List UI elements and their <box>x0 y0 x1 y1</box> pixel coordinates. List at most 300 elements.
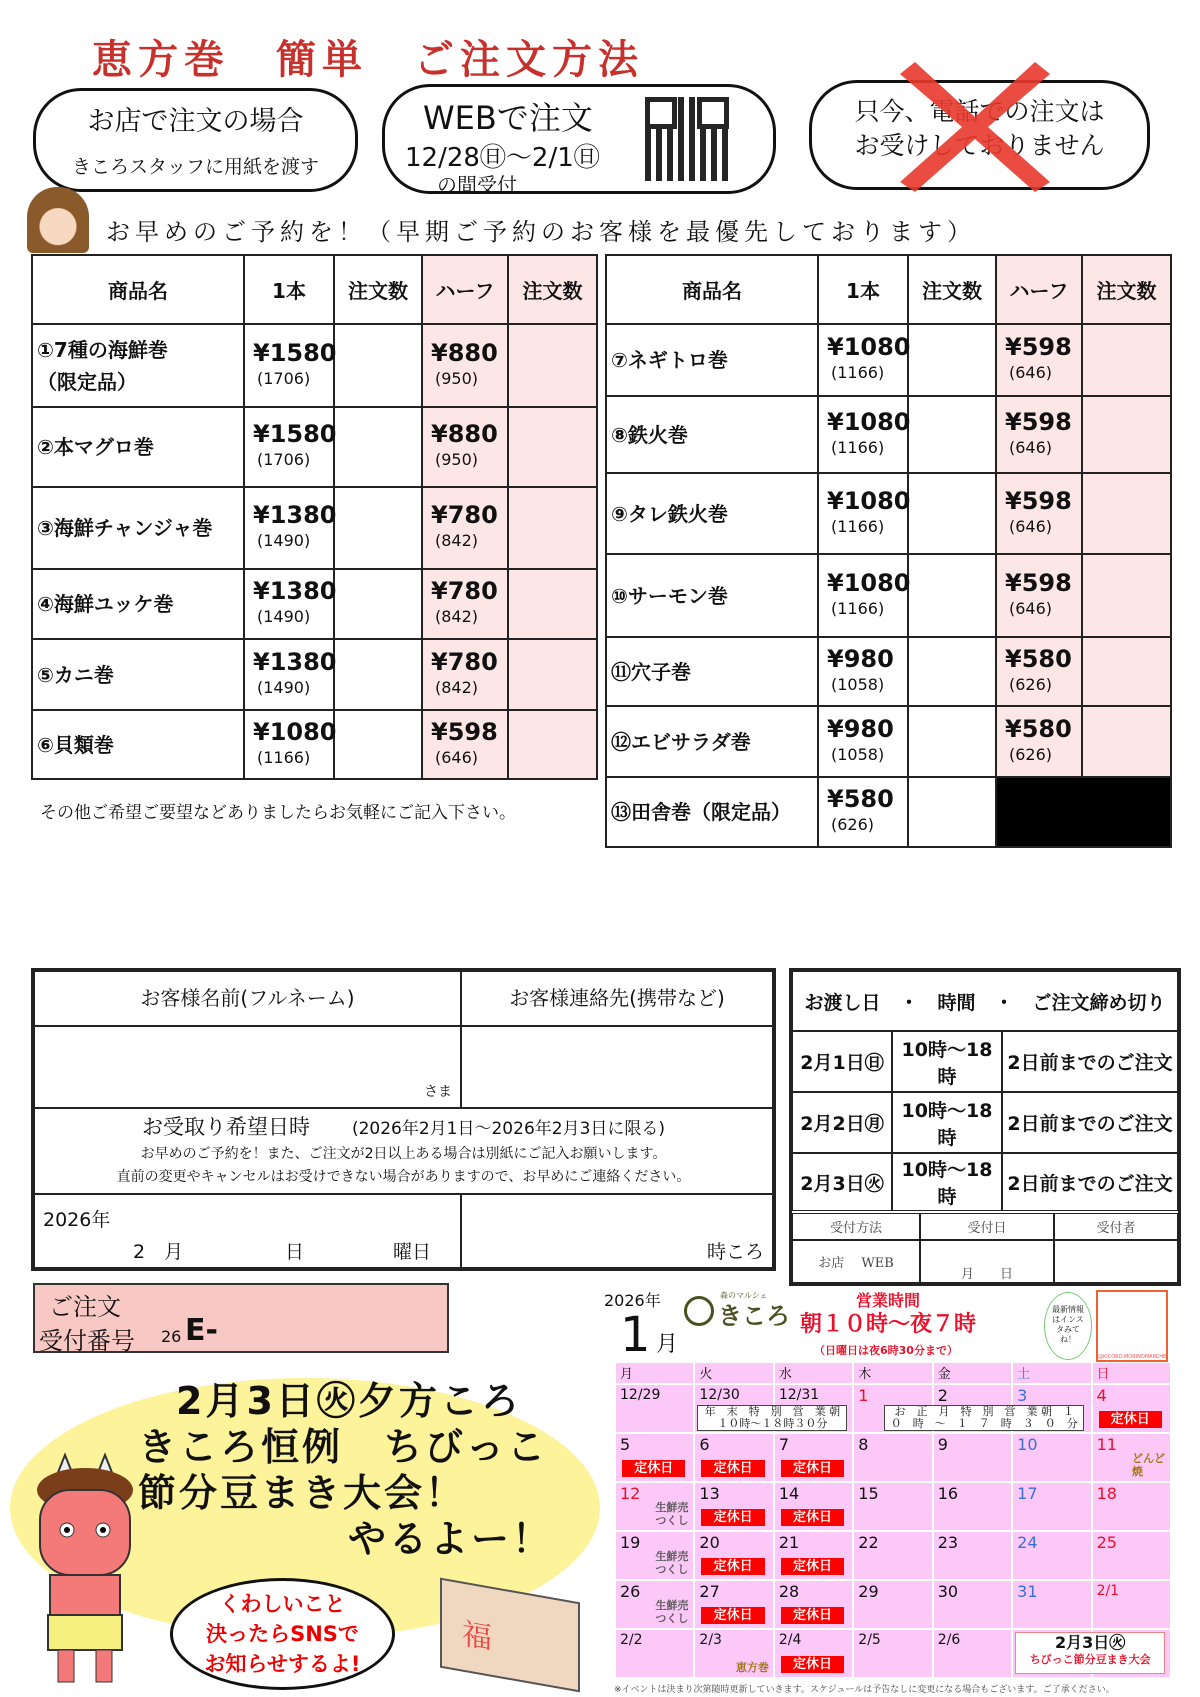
calendar-day <box>695 1434 772 1481</box>
event-announcement <box>138 1378 553 1562</box>
pickup-time-field[interactable] <box>461 1194 773 1268</box>
pickup-date-field[interactable] <box>34 1194 461 1268</box>
full-price-value: ¥1080 <box>827 568 911 597</box>
half-price-tax: (646) <box>1009 363 1053 382</box>
full-price-value: ¥1380 <box>253 501 337 529</box>
day-number: 14 <box>778 1484 800 1503</box>
day-note: どんど焼 <box>1132 1452 1165 1478</box>
full-price <box>818 777 908 847</box>
calendar-day <box>775 1434 852 1481</box>
half-price-tax: (646) <box>1009 598 1053 618</box>
product-name <box>32 324 244 407</box>
half-qty-field[interactable] <box>1082 554 1171 637</box>
order-number-prefix: 26 <box>161 1327 182 1346</box>
half-price <box>996 396 1082 473</box>
half-qty-field[interactable] <box>508 710 597 779</box>
day-number: 29 <box>858 1582 879 1601</box>
calendar-month-unit: 月 <box>656 1332 679 1357</box>
full-price <box>818 637 908 706</box>
half-qty-field[interactable] <box>1082 637 1171 706</box>
full-qty-field[interactable] <box>908 324 996 396</box>
day-number: 15 <box>858 1484 879 1503</box>
day-number: 2/6 <box>937 1632 961 1648</box>
calendar-day <box>775 1581 852 1628</box>
phone-line1: 只今、電話での注文は <box>854 97 1105 126</box>
calendar-day <box>1093 1385 1170 1432</box>
calendar-day <box>1093 1483 1170 1530</box>
calendar-day <box>1093 1532 1170 1579</box>
calendar-day <box>854 1630 931 1677</box>
half-price <box>996 473 1082 554</box>
time-label: 時ころ <box>706 1241 764 1263</box>
weekday-header: 金 <box>934 1363 1011 1383</box>
calendar-day <box>616 1532 693 1579</box>
full-price-value: ¥1380 <box>253 647 337 676</box>
calendar-day <box>934 1630 1011 1677</box>
closed-badge: 定休日 <box>701 1460 764 1477</box>
half-qty-field[interactable] <box>1082 396 1171 473</box>
half-qty-field[interactable] <box>508 639 597 710</box>
request-note: その他ご希望ご要望などありましたらお気軽にご記入下さい。 <box>40 803 516 823</box>
day-number: 12/31 <box>778 1387 820 1403</box>
full-qty-field[interactable] <box>908 777 996 847</box>
full-price-value: ¥1080 <box>253 717 337 746</box>
table-row <box>606 473 1171 554</box>
half-price-tax: (646) <box>1009 437 1053 457</box>
bean-box <box>440 1578 580 1693</box>
day-number: 28 <box>778 1582 800 1601</box>
half-price-value: ¥598 <box>1005 407 1072 436</box>
half-price <box>422 324 508 407</box>
calendar-day <box>1013 1581 1090 1628</box>
month-label: 2 月 <box>133 1241 184 1263</box>
cross-mark-icon <box>900 62 1050 192</box>
schedule-deadline: 2日前までのご注文 <box>1002 1092 1178 1153</box>
sns-speech-bubble <box>170 1578 395 1690</box>
calendar-day <box>695 1532 772 1579</box>
table-row <box>32 639 597 710</box>
header-half-qty: 注文数 <box>508 255 597 324</box>
product-name <box>32 710 244 779</box>
day-note: 生鮮売つくし <box>655 1599 689 1625</box>
half-price-value: ¥598 <box>1005 333 1072 361</box>
product-name <box>606 473 818 554</box>
full-price <box>818 706 908 777</box>
closed-badge: 定休日 <box>781 1656 844 1673</box>
day-number: 9 <box>937 1435 948 1454</box>
half-price-value: ¥780 <box>431 577 498 605</box>
calendar-footnote: ※イベントは決まり次第随時更新していきます。スケジュールは予告なしに変更になる場合もございます。ご了承ください。 <box>614 1685 1115 1695</box>
pickup-note2: 直前の変更やキャンセルはお受けできない場合がありますので、お早めにご連絡ください。 <box>116 1169 691 1185</box>
full-qty-field[interactable] <box>334 487 422 569</box>
calendar-day <box>695 1483 772 1530</box>
pickup-note1: お早めのご予約を！また、ご注文が2日以上ある場合は別紙にご記入お願いします。 <box>140 1146 667 1162</box>
day-number: 18 <box>1096 1484 1117 1503</box>
closed-badge: 定休日 <box>701 1607 764 1624</box>
closed-badge: 定休日 <box>1099 1411 1162 1428</box>
full-price-tax: (1706) <box>257 450 311 469</box>
product-name <box>32 407 244 487</box>
order-number-code: E- <box>185 1313 218 1348</box>
half-price-value: ¥780 <box>431 647 498 676</box>
full-qty-field[interactable] <box>908 396 996 473</box>
day-note: 恵方巻 <box>735 1661 769 1674</box>
page-title: 恵方巻 簡単 ご注文方法 <box>92 37 644 83</box>
schedule-time: 10時～18時 <box>892 1153 1002 1211</box>
receipt-date-header: 受付日 <box>920 1213 1054 1240</box>
day-number: 7 <box>778 1435 790 1454</box>
full-qty-field[interactable] <box>908 637 996 706</box>
day-number: 11 <box>1096 1435 1117 1454</box>
product-name <box>606 637 818 706</box>
pickup-schedule <box>789 968 1181 1286</box>
header-product: 商品名 <box>606 255 818 324</box>
product-name <box>606 777 818 847</box>
event-badge-date: 2月3日㊋ <box>1055 1633 1126 1652</box>
full-price <box>244 569 337 639</box>
pickup-section <box>34 1108 773 1194</box>
day-number: 2/4 <box>778 1632 802 1648</box>
calendar-day <box>1013 1434 1090 1481</box>
full-price-tax: (1166) <box>831 598 885 618</box>
product-name-text: ⑤カニ巻 <box>37 662 114 687</box>
shop-subtitle: 森のマルシェ <box>720 1291 768 1300</box>
table-row <box>32 407 597 487</box>
menu-table-left <box>31 254 598 780</box>
product-name <box>606 554 818 637</box>
product-name-text: ⑧鉄火巻 <box>611 422 688 447</box>
bubble-line2: 決ったらSNSで <box>206 1622 359 1646</box>
full-qty-field[interactable] <box>334 407 422 487</box>
day-number: 22 <box>858 1533 879 1552</box>
day-number: 17 <box>1017 1484 1038 1503</box>
half-price <box>996 554 1082 637</box>
schedule-header: お渡し日 ・ 時間 ・ ご注文締め切り <box>792 971 1178 1031</box>
calendar-header <box>600 1290 1180 1362</box>
contact-label: お客様連絡先(携帯など) <box>461 971 773 1026</box>
half-price-value: ¥598 <box>1005 486 1072 515</box>
day-number: 3 <box>1017 1386 1028 1405</box>
half-qty-field[interactable] <box>508 407 597 487</box>
half-qty-field[interactable] <box>1082 324 1171 396</box>
order-number-box <box>33 1283 449 1353</box>
product-name-text: ⑥貝類巻 <box>37 732 114 757</box>
pickup-range: (2026年2月1日～2026年2月3日に限る) <box>351 1119 666 1139</box>
calendar-day <box>616 1630 693 1677</box>
product-name <box>606 706 818 777</box>
day-number: 1 <box>858 1386 869 1405</box>
receipt-method-header: 受付方法 <box>792 1213 920 1240</box>
web-order-box <box>382 84 776 197</box>
full-qty-field[interactable] <box>334 710 422 779</box>
full-price-tax: (626) <box>831 815 875 834</box>
product-name-text: ⑬田舎巻（限定品） <box>611 800 791 824</box>
full-price-value: ¥1580 <box>253 338 337 367</box>
receipt-date-value: 月 日 <box>920 1240 1054 1283</box>
day-number: 16 <box>937 1484 959 1503</box>
full-price <box>244 639 337 710</box>
instagram-handle: @KICORO.MORINOMARCHE <box>1098 1354 1167 1360</box>
receipt-staff-value <box>1054 1240 1178 1283</box>
schedule-date: 2月2日㊊ <box>792 1092 892 1153</box>
day-number: 2 <box>937 1386 948 1405</box>
menu-table-right <box>605 254 1172 848</box>
event-line3: 節分豆まき大会！ <box>138 1471 467 1515</box>
store-order-text: きころスタッフに用紙を渡す <box>71 156 319 178</box>
table-row <box>32 569 597 639</box>
half-price-tax: (842) <box>435 607 479 626</box>
calendar-day <box>1013 1532 1090 1579</box>
order-number-line1: ご注文 <box>49 1293 121 1321</box>
closed-badge: 定休日 <box>781 1558 844 1575</box>
calendar-day <box>934 1581 1011 1628</box>
full-qty-field[interactable] <box>334 569 422 639</box>
half-price-value: ¥880 <box>431 420 498 448</box>
product-name-text: ⑨タレ鉄火巻 <box>611 501 728 526</box>
year-end-special-hours: 年 末 特 別 営 業 朝１０時～１８時３０分 <box>697 1405 847 1431</box>
new-year-special-hours: お 正 月 特 別 営 業 朝 １ ０ 時 ～ １ ７ 時 ３ ０ 分 <box>884 1405 1084 1431</box>
half-price-tax: (626) <box>1009 674 1053 694</box>
day-number: 12/30 <box>699 1387 740 1403</box>
closed-badge: 定休日 <box>781 1607 844 1624</box>
calendar-day <box>616 1483 693 1530</box>
day-number: 2/2 <box>620 1632 643 1648</box>
schedule-time: 10時～18時 <box>892 1092 1002 1153</box>
schedule-date: 2月3日㊋ <box>792 1153 892 1211</box>
weekday-header: 日 <box>1093 1363 1170 1383</box>
day-number: 2/5 <box>858 1632 881 1648</box>
half-price-value: ¥780 <box>431 501 498 529</box>
half-price-tax: (950) <box>435 368 479 388</box>
half-qty-field[interactable] <box>508 487 597 569</box>
pickup-label: お受取り希望日時 <box>141 1115 310 1139</box>
table-row <box>606 637 1171 706</box>
header-half: ハーフ <box>422 255 508 324</box>
day-number: 6 <box>699 1435 710 1454</box>
header-full: 1本 <box>818 255 908 324</box>
calendar-day <box>695 1581 772 1628</box>
half-price-tax: (626) <box>1009 744 1053 764</box>
header-qty: 注文数 <box>908 255 996 324</box>
calendar-day <box>934 1483 1011 1530</box>
full-price <box>818 554 911 637</box>
day-number: 21 <box>778 1533 800 1552</box>
calendar-day <box>775 1532 852 1579</box>
event-line2: きころ恒例 ちびっこ <box>138 1425 549 1469</box>
early-reservation-notice: お早めのご予約を！（早期ご予約のお客様を最優先しております） <box>106 218 976 246</box>
full-price-tax: (1058) <box>831 744 885 764</box>
product-name <box>32 487 244 569</box>
full-price-value: ¥580 <box>827 785 894 813</box>
half-qty-field[interactable] <box>508 324 597 407</box>
half-price-tax: (842) <box>435 531 479 550</box>
closed-badge: 定休日 <box>622 1460 685 1477</box>
header-row <box>32 255 597 324</box>
full-price <box>818 396 911 473</box>
weekday-header: 土 <box>1013 1363 1090 1383</box>
staff-avatar <box>27 187 89 253</box>
full-price-value: ¥1580 <box>253 420 337 448</box>
table-row <box>606 706 1171 777</box>
weekday-label: 曜日 <box>393 1241 432 1263</box>
day-number: 8 <box>858 1435 869 1454</box>
full-price-tax: (1490) <box>257 607 311 626</box>
half-price-value: ¥880 <box>431 338 498 367</box>
full-price-tax: (1166) <box>831 516 885 536</box>
product-name-text: ⑩サーモン巻 <box>611 583 728 608</box>
table-row <box>32 487 597 569</box>
day-number: 12 <box>620 1484 641 1503</box>
day-number: 26 <box>620 1582 641 1601</box>
half-price-value: ¥580 <box>1005 644 1072 673</box>
half-price <box>996 706 1082 777</box>
sunday-hours-note: （日曜日は夜6時30分まで） <box>814 1344 958 1357</box>
product-name <box>32 569 244 639</box>
product-name-text: ②本マグロ巻 <box>37 435 154 459</box>
full-qty-field[interactable] <box>908 706 996 777</box>
half-price-value: ¥598 <box>431 717 498 746</box>
half-price <box>422 569 508 639</box>
web-order-suffix: の間受付 <box>437 173 517 197</box>
name-field[interactable] <box>34 1026 461 1108</box>
full-price-tax: (1166) <box>831 437 885 457</box>
full-price <box>244 487 337 569</box>
closed-badge: 定休日 <box>781 1509 844 1526</box>
full-price-value: ¥1080 <box>827 333 911 361</box>
year-label: 2026年 <box>43 1209 111 1231</box>
day-number: 2/3 <box>699 1632 722 1648</box>
half-price-value: ¥598 <box>1005 568 1072 597</box>
receipt-staff-header: 受付者 <box>1054 1213 1178 1240</box>
unavailable-cell <box>996 777 1171 847</box>
full-price-tax: (1706) <box>257 368 311 388</box>
event-badge-title: ちびっこ節分豆まき大会 <box>1029 1653 1151 1666</box>
calendar-day <box>616 1385 693 1432</box>
instagram-bubble: 最新情報はインスタみてね！ <box>1044 1292 1092 1360</box>
business-hours: 朝１０時～夜７時 <box>800 1312 977 1337</box>
day-number: 30 <box>937 1582 959 1601</box>
web-order-dates: 12/28㊐～2/1㊐ <box>405 143 600 173</box>
calendar-day <box>1013 1630 1151 1677</box>
event-line4: やるよー！ <box>348 1517 554 1561</box>
calendar-day <box>854 1434 931 1481</box>
schedule-time: 10時～18時 <box>892 1031 1002 1092</box>
header-full: 1本 <box>244 255 334 324</box>
full-price <box>244 324 337 407</box>
schedule-deadline: 2日前までのご注文 <box>1002 1031 1178 1092</box>
table-row <box>606 324 1171 396</box>
calendar-day <box>695 1630 772 1677</box>
store-order-box <box>33 88 358 192</box>
day-number: 25 <box>1096 1533 1117 1552</box>
event-line1: 2月3日㊋夕方ころ <box>176 1379 522 1423</box>
weekday-header: 水 <box>775 1363 852 1383</box>
day-number: 10 <box>1017 1435 1038 1454</box>
weekday-header: 月 <box>616 1363 693 1383</box>
full-price-value: ¥980 <box>827 714 894 743</box>
instagram-qr[interactable] <box>1096 1290 1168 1362</box>
half-price-value: ¥580 <box>1005 714 1072 743</box>
calendar-day <box>616 1581 693 1628</box>
table-row <box>606 777 1171 847</box>
day-label: 日 <box>285 1241 305 1263</box>
day-number: 12/29 <box>620 1387 661 1403</box>
full-price <box>244 407 337 487</box>
weekday-header: 火 <box>695 1363 772 1383</box>
full-price-value: ¥1080 <box>827 486 911 515</box>
header-half-qty: 注文数 <box>1082 255 1171 324</box>
name-label: お客様名前(フルネーム) <box>34 971 461 1026</box>
half-price <box>422 407 508 487</box>
calendar-day <box>934 1532 1011 1579</box>
table-row <box>32 710 597 779</box>
half-price-tax: (950) <box>435 450 479 469</box>
customer-form <box>31 968 776 1271</box>
store-order-heading: お店で注文の場合 <box>87 106 304 137</box>
half-qty-field[interactable] <box>508 569 597 639</box>
hours-label: 営業時間 <box>856 1291 921 1310</box>
full-qty-field[interactable] <box>334 324 422 407</box>
closed-badge: 定休日 <box>701 1558 764 1575</box>
table-row <box>606 396 1171 473</box>
calendar-day <box>934 1434 1011 1481</box>
full-price-value: ¥1380 <box>253 577 337 605</box>
kicoro-logo-icon <box>684 1296 714 1326</box>
full-qty-field[interactable] <box>334 639 422 710</box>
order-number-line2: 受付番号 <box>39 1327 135 1355</box>
calendar-day <box>1093 1581 1170 1628</box>
full-price-tax: (1166) <box>831 363 885 382</box>
calendar-day <box>854 1581 931 1628</box>
full-price <box>818 473 911 554</box>
half-qty-field[interactable] <box>1082 706 1171 777</box>
half-qty-field[interactable] <box>1082 473 1171 554</box>
calendar-day <box>616 1434 693 1481</box>
half-price <box>422 710 508 779</box>
calendar-day <box>854 1385 1086 1432</box>
half-price <box>996 637 1082 706</box>
contact-field[interactable] <box>461 1026 773 1108</box>
product-name <box>606 396 818 473</box>
calendar-day <box>775 1630 852 1677</box>
product-name <box>32 639 244 710</box>
schedule-date: 2月1日㊐ <box>792 1031 892 1092</box>
full-qty-field[interactable] <box>908 554 996 637</box>
sama-label: さま <box>424 1084 452 1100</box>
day-number: 5 <box>620 1435 631 1454</box>
day-number: 20 <box>699 1533 720 1552</box>
full-price <box>818 324 911 396</box>
full-price-value: ¥980 <box>827 644 894 673</box>
oni-illustration <box>30 1450 140 1685</box>
full-qty-field[interactable] <box>908 473 996 554</box>
day-number: 24 <box>1017 1533 1038 1552</box>
product-name-text: ③海鮮チャンジャ巻 <box>37 516 213 540</box>
table-row <box>32 324 597 407</box>
day-number: 4 <box>1096 1386 1107 1405</box>
closed-badge: 定休日 <box>781 1460 844 1477</box>
closed-badge: 定休日 <box>701 1509 764 1526</box>
full-price-value: ¥1080 <box>827 407 911 436</box>
half-price-tax: (842) <box>435 677 479 697</box>
day-note: 生鮮売つくし <box>655 1501 689 1527</box>
calendar-day <box>1013 1483 1090 1530</box>
product-name-text: ④海鮮ユッケ巻 <box>37 592 174 616</box>
schedule-deadline: 2日前までのご注文 <box>1002 1153 1178 1211</box>
calendar-grid <box>616 1363 1170 1677</box>
day-number: 31 <box>1017 1582 1038 1601</box>
qr-code-icon[interactable] <box>645 97 729 181</box>
